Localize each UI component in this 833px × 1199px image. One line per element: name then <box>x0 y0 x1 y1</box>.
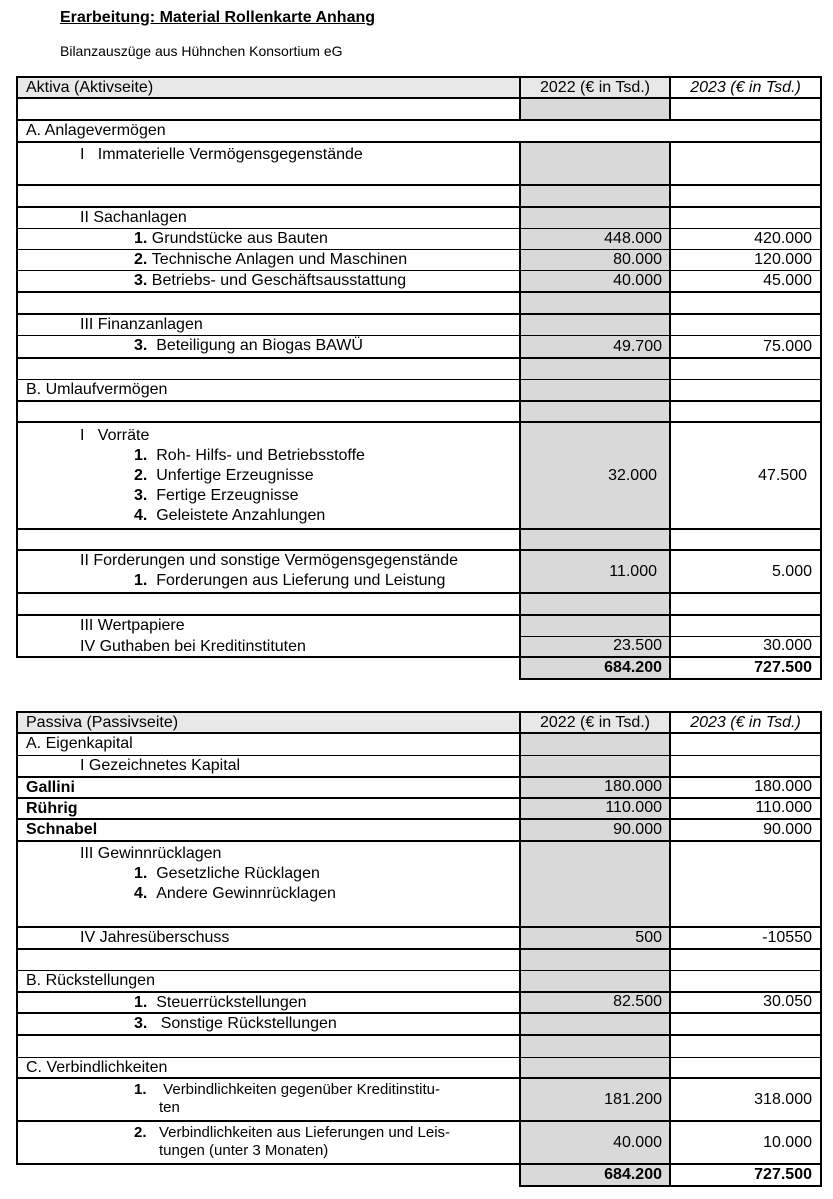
item-number: 4. <box>134 507 148 524</box>
empty-cell <box>16 950 521 971</box>
value-2022 <box>521 734 671 756</box>
item-label: Sonstige Rückstellungen <box>160 1015 337 1032</box>
value-2023 <box>671 971 822 993</box>
aktiva-table <box>16 76 822 680</box>
item-number: 4. <box>134 885 148 902</box>
total-2022: 684.200 <box>521 658 671 680</box>
passiva-table <box>16 711 822 1187</box>
item-number: 1. <box>134 865 148 882</box>
row-ruehrig <box>16 799 822 820</box>
group-label: III Gewinnrücklagen <box>80 845 222 862</box>
item-label: Unfertige Erzeugnisse <box>156 467 314 484</box>
item-number: 1. <box>134 1081 147 1098</box>
vorraete-item <box>26 506 519 526</box>
passiva-header-label: Passiva (Passivseite) <box>16 711 521 734</box>
empty-cell <box>16 293 521 315</box>
section-row-rueckstellungen <box>16 971 822 993</box>
item-label: Roh- Hilfs- und Betriebsstoffe <box>156 447 365 464</box>
value-2023 <box>671 315 822 336</box>
row-finanzanlagen <box>16 315 822 336</box>
item-number: 1. <box>134 230 148 247</box>
empty-cell <box>671 186 822 208</box>
row-label: Schnabel <box>16 820 521 842</box>
row-label <box>16 271 521 293</box>
item-label: Beteiligung an Biogas BAWÜ <box>156 337 363 354</box>
value-2022: 80.000 <box>521 250 671 271</box>
item-label: Betriebs- und Geschäftsausstattung <box>151 272 407 289</box>
value-2023: 90.000 <box>671 820 822 842</box>
row-label <box>16 336 521 359</box>
value-2023 <box>671 380 822 402</box>
empty-cell <box>671 402 822 423</box>
value-2022 <box>521 616 671 637</box>
item-number: 2. <box>134 467 148 484</box>
empty-row <box>16 530 822 551</box>
value-2023: 120.000 <box>671 250 822 271</box>
empty-cell <box>671 950 822 971</box>
gewinnruecklagen-item <box>26 884 519 904</box>
row-label: III Finanzanlagen <box>16 315 521 336</box>
value-2023: 45.000 <box>671 271 822 293</box>
row-gewinnruecklagen <box>16 842 822 928</box>
row-guthaben <box>16 637 822 658</box>
value-2022 <box>521 380 671 402</box>
empty-cell <box>521 1036 671 1058</box>
row-grundstuecke <box>16 229 822 250</box>
value-2023: 30.050 <box>671 993 822 1014</box>
item-label-line1: Verbindlichkeiten gegenüber Kreditinstitu- <box>163 1081 441 1098</box>
empty-cell <box>521 359 671 380</box>
row-label <box>16 842 521 928</box>
empty-row <box>16 293 822 315</box>
empty-cell <box>671 99 822 121</box>
passiva-header-2022: 2022 (€ in Tsd.) <box>521 711 671 734</box>
item-number: 3. <box>134 272 148 289</box>
item-label: Technische Anlagen und Maschinen <box>151 251 408 268</box>
value-2022 <box>521 1014 671 1036</box>
row-schnabel <box>16 820 822 842</box>
value-2023 <box>671 842 822 928</box>
row-label: III Wertpapiere <box>16 616 521 637</box>
value-2023: 420.000 <box>671 229 822 250</box>
value-2023 <box>671 1058 822 1079</box>
empty-cell <box>16 594 521 616</box>
row-beteiligung <box>16 336 822 359</box>
section-row-anlagevermoegen <box>16 121 822 143</box>
item-label: Gesetzliche Rücklagen <box>156 865 320 882</box>
row-sachanlagen <box>16 208 822 229</box>
value-2023: 5.000 <box>671 551 822 594</box>
value-2022: 40.000 <box>521 1122 671 1165</box>
row-label <box>16 229 521 250</box>
value-2022: 49.700 <box>521 336 671 359</box>
section-label: C. Verbindlichkeiten <box>16 1058 521 1079</box>
value-2023: 318.000 <box>671 1079 822 1122</box>
empty-row <box>16 1036 822 1058</box>
value-2022 <box>521 208 671 229</box>
empty-row <box>16 359 822 380</box>
value-2023: 75.000 <box>671 336 822 359</box>
row-label: Gallini <box>16 778 521 799</box>
empty-cell <box>16 1165 521 1187</box>
total-2023: 727.500 <box>671 1165 822 1187</box>
value-2022: 32.000 <box>521 423 671 530</box>
empty-row <box>16 950 822 971</box>
value-2022: 23.500 <box>521 637 671 658</box>
row-label <box>16 551 521 594</box>
empty-row <box>16 594 822 616</box>
passiva-header-row <box>16 711 822 734</box>
row-sonstige-rueckstellungen <box>16 1014 822 1036</box>
value-2023: 47.500 <box>671 423 822 530</box>
item-label: Andere Gewinnrücklagen <box>156 885 336 902</box>
item-label: Geleistete Anzahlungen <box>156 507 326 524</box>
value-2022: 82.500 <box>521 993 671 1014</box>
row-betriebsausstattung <box>16 271 822 293</box>
row-forderungen <box>16 551 822 594</box>
row-label <box>16 993 521 1014</box>
passiva-header-2023: 2023 (€ in Tsd.) <box>671 711 822 734</box>
empty-cell <box>671 530 822 551</box>
row-label: I Gezeichnetes Kapital <box>16 756 521 778</box>
row-steuerrueckstellungen <box>16 993 822 1014</box>
empty-cell <box>16 359 521 380</box>
section-label: A. Anlagevermögen <box>16 121 822 143</box>
total-2023: 727.500 <box>671 658 822 680</box>
value-2023: -10550 <box>671 928 822 950</box>
value-2022 <box>521 143 671 186</box>
value-2022: 500 <box>521 928 671 950</box>
empty-cell <box>16 99 521 121</box>
row-wertpapiere <box>16 616 822 637</box>
row-gallini <box>16 778 822 799</box>
empty-cell <box>16 402 521 423</box>
section-row-verbindlichkeiten <box>16 1058 822 1079</box>
row-label: II Sachanlagen <box>16 208 521 229</box>
empty-cell <box>521 402 671 423</box>
value-2023: 30.000 <box>671 637 822 658</box>
aktiva-header-label: Aktiva (Aktivseite) <box>16 76 521 99</box>
item-number: 3. <box>134 487 148 504</box>
row-immaterielle <box>16 143 822 186</box>
total-2022: 684.200 <box>521 1165 671 1187</box>
row-label <box>16 1122 521 1165</box>
value-2023 <box>671 1014 822 1036</box>
section-label: A. Eigenkapital <box>16 734 521 756</box>
aktiva-header-2022: 2022 (€ in Tsd.) <box>521 76 671 99</box>
row-vorraete <box>16 423 822 530</box>
value-2022 <box>521 971 671 993</box>
empty-row <box>16 186 822 208</box>
vorraete-item <box>26 466 519 486</box>
empty-cell <box>671 293 822 315</box>
row-label: IV Jahresüberschuss <box>16 928 521 950</box>
item-number: 1. <box>134 447 148 464</box>
empty-cell <box>671 1036 822 1058</box>
empty-cell <box>671 359 822 380</box>
empty-cell <box>16 186 521 208</box>
value-2022: 110.000 <box>521 799 671 820</box>
aktiva-total-row <box>16 658 822 680</box>
value-2022: 180.000 <box>521 778 671 799</box>
value-2023 <box>671 143 822 186</box>
empty-cell <box>16 658 521 680</box>
section-row-umlaufvermoegen <box>16 380 822 402</box>
empty-row <box>16 99 822 121</box>
item-number: 1. <box>134 994 148 1011</box>
value-2022: 40.000 <box>521 271 671 293</box>
value-2022: 448.000 <box>521 229 671 250</box>
value-2022: 11.000 <box>521 551 671 594</box>
value-2023 <box>671 734 822 756</box>
item-number: 2. <box>134 251 148 268</box>
value-2022: 181.200 <box>521 1079 671 1122</box>
item-number: 2. <box>134 1124 147 1141</box>
empty-cell <box>521 530 671 551</box>
row-label: I Immaterielle Vermögensgegenstände <box>16 143 521 186</box>
group-label: II Forderungen und sonstige Vermögensgegenstände <box>80 552 459 569</box>
gewinnruecklagen-item <box>26 864 519 884</box>
item-number: 3. <box>134 337 148 354</box>
row-label: Rührig <box>16 799 521 820</box>
empty-cell <box>521 186 671 208</box>
value-2022 <box>521 842 671 928</box>
item-label: Grundstücke aus Bauten <box>151 230 328 247</box>
forderungen-item <box>26 571 519 591</box>
aktiva-header-2023: 2023 (€ in Tsd.) <box>671 76 822 99</box>
document-title: Erarbeitung: Material Rollenkarte Anhang <box>60 9 376 26</box>
empty-cell <box>521 594 671 616</box>
value-2023: 180.000 <box>671 778 822 799</box>
value-2023 <box>671 756 822 778</box>
value-2022 <box>521 315 671 336</box>
vorraete-item <box>26 486 519 506</box>
empty-cell <box>521 950 671 971</box>
item-label-line2: tungen (unter 3 Monaten) <box>159 1142 329 1159</box>
value-2022: 90.000 <box>521 820 671 842</box>
vorraete-item <box>26 446 519 466</box>
item-number: 1. <box>134 572 148 589</box>
item-label: Forderungen aus Lieferung und Leistung <box>156 572 446 589</box>
value-2023: 110.000 <box>671 799 822 820</box>
item-label-line1: Verbindlichkeiten aus Lieferungen und Leis- <box>159 1124 451 1141</box>
value-2022 <box>521 1058 671 1079</box>
value-2023 <box>671 616 822 637</box>
section-row-eigenkapital <box>16 734 822 756</box>
empty-row <box>16 402 822 423</box>
empty-cell <box>16 1036 521 1058</box>
aktiva-header-row <box>16 76 822 99</box>
value-2023 <box>671 208 822 229</box>
value-2022 <box>521 756 671 778</box>
passiva-total-row <box>16 1165 822 1187</box>
row-label <box>16 1014 521 1036</box>
item-number: 3. <box>134 1015 148 1032</box>
empty-cell <box>671 594 822 616</box>
empty-cell <box>16 530 521 551</box>
item-label: Steuerrückstellungen <box>156 994 307 1011</box>
row-technische-anlagen <box>16 250 822 271</box>
empty-cell <box>521 293 671 315</box>
row-label <box>16 423 521 530</box>
row-verbindlichkeiten-kredit <box>16 1079 822 1122</box>
empty-cell <box>521 99 671 121</box>
section-label: B. Umlaufvermögen <box>16 380 521 402</box>
group-label: I Vorräte <box>80 427 150 444</box>
row-jahresueberschuss <box>16 928 822 950</box>
row-label: IV Guthaben bei Kreditinstituten <box>16 637 521 658</box>
row-label <box>16 250 521 271</box>
section-label: B. Rückstellungen <box>16 971 521 993</box>
item-label: Fertige Erzeugnisse <box>156 487 299 504</box>
row-gezeichnetes-kapital <box>16 756 822 778</box>
row-label <box>16 1079 521 1122</box>
item-label-line2: ten <box>159 1099 180 1116</box>
document-subtitle: Bilanzauszüge aus Hühnchen Konsortium eG <box>60 43 343 59</box>
value-2023: 10.000 <box>671 1122 822 1165</box>
row-verbindlichkeiten-ll <box>16 1122 822 1165</box>
